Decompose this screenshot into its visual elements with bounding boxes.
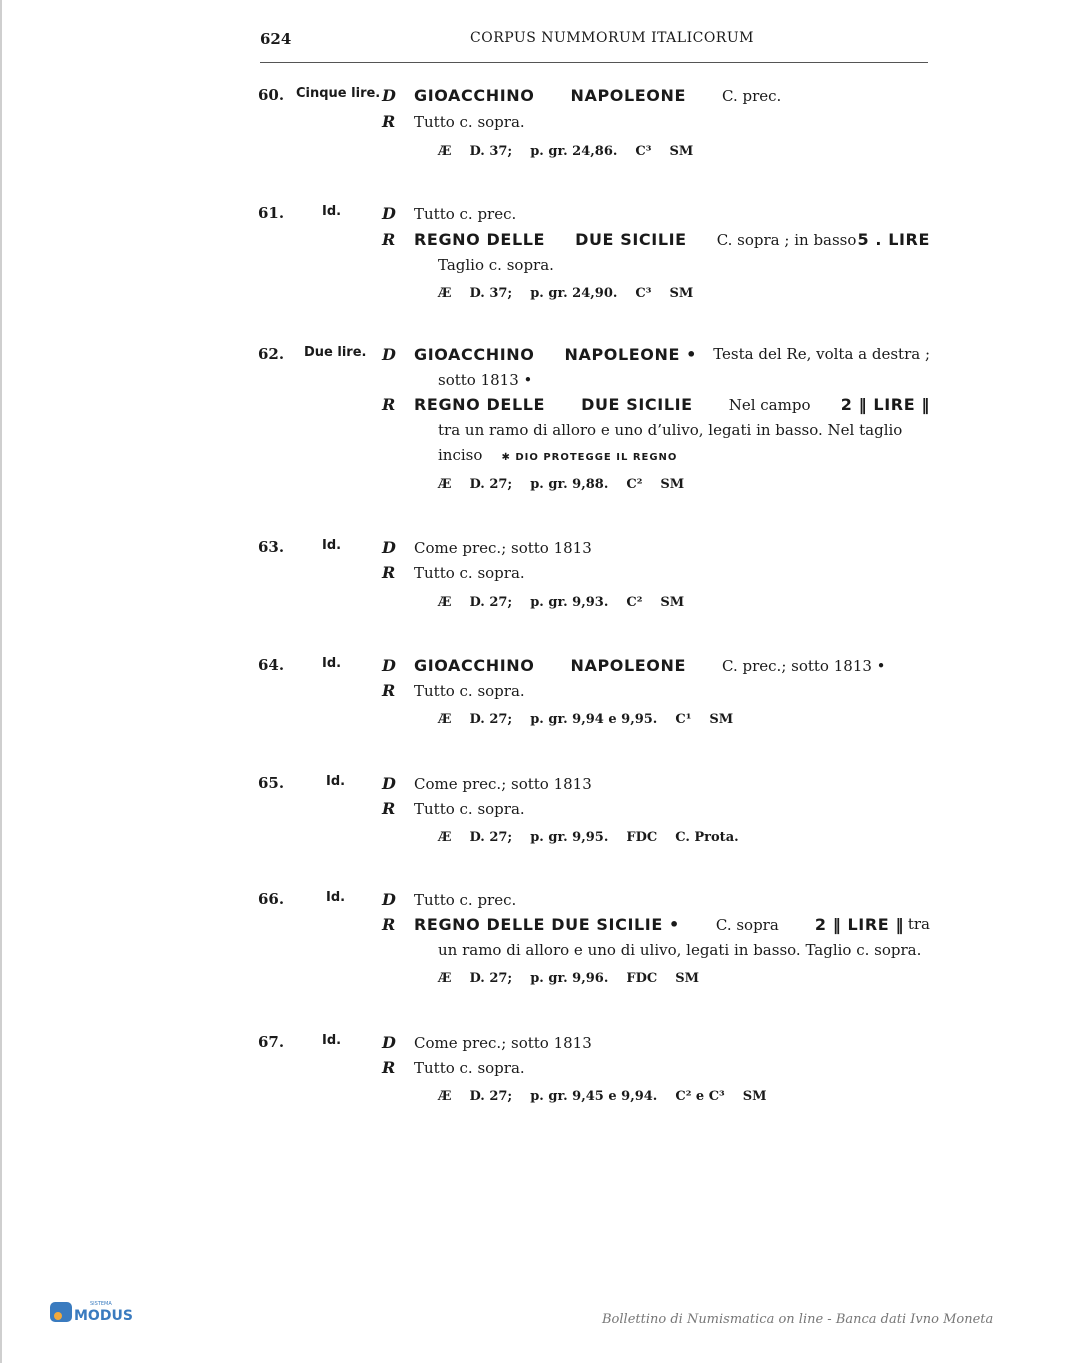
obverse-mark: D [382, 656, 396, 675]
diameter: D. 27; [469, 830, 513, 845]
entry-number: 60. [258, 86, 285, 104]
reverse-legend-a: REGNO DELLE [414, 230, 546, 249]
metal: Æ [438, 286, 452, 301]
obverse-legend-b: NAPOLEONE • [564, 345, 698, 364]
metal: Æ [438, 712, 452, 727]
reverse-legend-b: DUE SICILIE [581, 395, 693, 414]
entry-meta [438, 1089, 785, 1104]
entry-denomination: Cinque lire. [296, 86, 381, 101]
entry-meta [438, 830, 757, 845]
header-rule [260, 62, 928, 63]
entry-meta [438, 286, 711, 301]
obverse-text: C. prec. [722, 87, 782, 105]
edge-inscription-line [438, 445, 677, 468]
modus-logo [50, 1298, 133, 1326]
collection: SM [660, 595, 685, 610]
entry-denomination: Id. [322, 1033, 342, 1048]
reverse-mark: R [382, 563, 396, 582]
reverse-mark: R [382, 915, 396, 934]
reverse-text: Tutto c. sopra. [414, 800, 525, 818]
collection: SM [669, 286, 694, 301]
reverse-tail: tra [907, 915, 930, 933]
diameter: D. 27; [469, 477, 513, 492]
rarity: C³ [635, 286, 652, 301]
reverse-text: C. sopra ; in basso [716, 231, 857, 249]
collection: SM [669, 144, 694, 159]
entry-number: 66. [258, 890, 285, 908]
logo-small-text: SISTEMA [90, 1301, 112, 1307]
diameter: D. 27; [469, 595, 513, 610]
obverse-legend-a: GIOACCHINO [414, 345, 535, 364]
weight: p. gr. 24,90. [530, 286, 618, 301]
obverse-text: Tutto c. prec. [414, 205, 517, 223]
reverse-mark: R [382, 1058, 396, 1077]
obverse-legend-b: NAPOLEONE [570, 656, 687, 675]
reverse-value: 5 . LIRE [857, 230, 930, 249]
entry-number: 65. [258, 774, 285, 792]
reverse-line [414, 395, 810, 415]
entry-number: 62. [258, 345, 285, 363]
entry-denomination: Id. [322, 538, 342, 553]
entry-denomination: Id. [326, 890, 346, 905]
obverse-mark: D [382, 86, 396, 105]
reverse-mark: R [382, 112, 396, 131]
weight: p. gr. 9,96. [530, 971, 609, 986]
weight: p. gr. 9,88. [530, 477, 609, 492]
entry-number: 61. [258, 204, 285, 222]
reverse-text: Nel campo [728, 396, 811, 414]
reverse-mark: R [382, 395, 396, 414]
obverse-text: Come prec.; sotto 1813 [414, 1034, 592, 1052]
reverse-value: 2 ‖ LIRE ‖ [840, 395, 930, 414]
page-edge [0, 0, 2, 1363]
reverse-mark: R [382, 681, 396, 700]
reverse-continuation: tra un ramo di alloro e uno d’ulivo, legati in basso. Nel taglio [438, 421, 903, 439]
reverse-legend-a: REGNO DELLE [414, 395, 546, 414]
reverse-line [414, 230, 856, 250]
rarity: FDC [626, 830, 658, 845]
rarity: C² e C³ [675, 1089, 725, 1104]
reverse-continuation: un ramo di alloro e uno di ulivo, legati in basso. Taglio c. sopra. [438, 941, 922, 959]
metal: Æ [438, 971, 452, 986]
obverse-mark: D [382, 345, 396, 364]
entry-number: 64. [258, 656, 285, 674]
metal: Æ [438, 144, 452, 159]
weight: p. gr. 9,94 e 9,95. [530, 712, 658, 727]
rarity: FDC [626, 971, 658, 986]
diameter: D. 27; [469, 1089, 513, 1104]
entry-meta [438, 712, 751, 727]
entry-meta [438, 595, 702, 610]
weight: p. gr. 9,95. [530, 830, 609, 845]
diameter: D. 37; [469, 144, 513, 159]
obverse-mark: D [382, 1033, 396, 1052]
entry-meta [438, 477, 702, 492]
reverse-text: Tutto c. sopra. [414, 682, 525, 700]
modus-logo-icon [50, 1298, 133, 1326]
collection: SM [660, 477, 685, 492]
obverse-mark: D [382, 890, 396, 909]
footer-credit: Bollettino di Numismatica on line - Banca dati Ivno Moneta [602, 1312, 994, 1327]
reverse-mark: R [382, 230, 396, 249]
reverse-line [414, 915, 904, 935]
reverse-legend-b: DUE SICILIE [575, 230, 687, 249]
rarity: C³ [635, 144, 652, 159]
collection: C. Prota. [675, 830, 739, 845]
page-number: 624 [260, 30, 292, 48]
running-head: CORPUS NUMMORUM ITALICORUM [470, 30, 754, 46]
diameter: D. 37; [469, 286, 513, 301]
logo-text: MODUS [74, 1308, 133, 1324]
diameter: D. 27; [469, 712, 513, 727]
weight: p. gr. 9,45 e 9,94. [530, 1089, 658, 1104]
obverse-legend-b: NAPOLEONE [570, 86, 687, 105]
rarity: C² [626, 477, 643, 492]
metal: Æ [438, 1089, 452, 1104]
obverse-line [414, 86, 781, 106]
obverse-mark: D [382, 204, 396, 223]
diameter: D. 27; [469, 971, 513, 986]
obverse-legend-a: GIOACCHINO [414, 86, 535, 105]
entry-meta [438, 971, 717, 986]
reverse-mark: R [382, 799, 396, 818]
obverse-continuation: sotto 1813 • [438, 371, 533, 389]
obverse-text: Come prec.; sotto 1813 [414, 539, 592, 557]
metal: Æ [438, 595, 452, 610]
obverse-line [414, 345, 697, 365]
obverse-mark: D [382, 538, 396, 557]
obverse-text: Testa del Re, volta a destra ; [713, 345, 930, 363]
weight: p. gr. 24,86. [530, 144, 618, 159]
reverse-value: 2 ‖ LIRE ‖ [814, 915, 905, 934]
entry-denomination: Id. [322, 656, 342, 671]
page-header [260, 30, 928, 52]
metal: Æ [438, 830, 452, 845]
obverse-text: Come prec.; sotto 1813 [414, 775, 592, 793]
weight: p. gr. 9,93. [530, 595, 609, 610]
obverse-text: Tutto c. prec. [414, 891, 517, 909]
rarity: C² [626, 595, 643, 610]
entry-meta [438, 144, 711, 159]
collection: SM [675, 971, 699, 986]
rarity: C¹ [675, 712, 692, 727]
reverse-legend-a: REGNO DELLE DUE SICILIE • [414, 915, 680, 934]
entry-denomination: Id. [326, 774, 346, 789]
collection: SM [709, 712, 734, 727]
entry-number: 63. [258, 538, 285, 556]
entry-number: 67. [258, 1033, 285, 1051]
obverse-legend-a: GIOACCHINO [414, 656, 535, 675]
reverse-text: Tutto c. sopra. [414, 564, 525, 582]
obverse-text: C. prec.; sotto 1813 • [722, 657, 886, 675]
edge-inscription-intro: inciso [438, 446, 483, 464]
collection: SM [742, 1089, 767, 1104]
obverse-line [414, 656, 886, 676]
reverse-text: C. sopra [715, 916, 779, 934]
entry-denomination: Due lire. [304, 345, 367, 360]
obverse-mark: D [382, 774, 396, 793]
reverse-continuation: Taglio c. sopra. [438, 256, 554, 274]
reverse-text: Tutto c. sopra. [414, 113, 525, 131]
entry-denomination: Id. [322, 204, 342, 219]
edge-inscription: ✱ DIO PROTEGGE IL REGNO [501, 452, 678, 463]
metal: Æ [438, 477, 452, 492]
reverse-text: Tutto c. sopra. [414, 1059, 525, 1077]
